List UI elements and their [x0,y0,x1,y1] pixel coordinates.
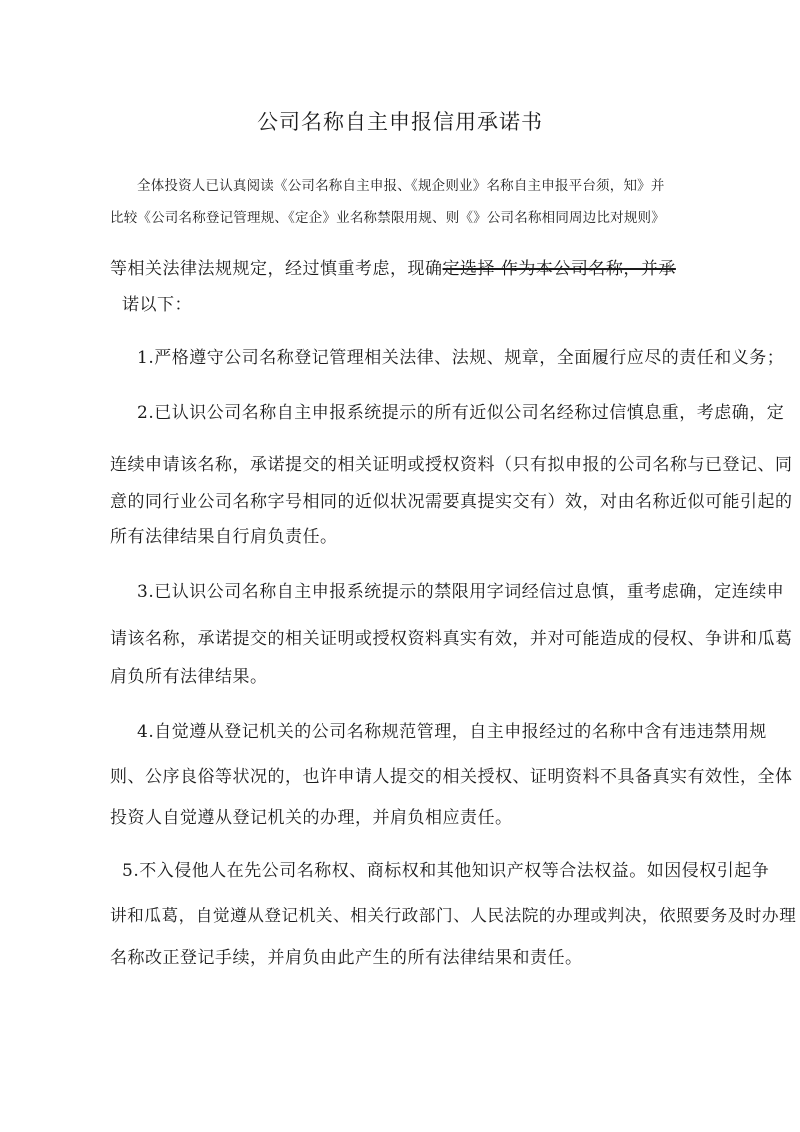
lead-text: 等相关法律法规规定，经过慎重考虑，现确 [110,259,443,279]
item-5-line-2: 讲和瓜葛，自觉遵从登记机关、相关行政部门、人民法院的办理或判决，依照要务及时办理 [110,906,797,925]
item-2-line-2: 连续申请该名称，承诺提交的相关证明或授权资料（只有拟申报的公司名称与已登记、同 [110,455,793,475]
item-3-line-2: 请该名称，承诺提交的相关证明或授权资料真实有效，并对可能造成的侵权、争讲和瓜葛 [110,629,793,649]
item-4-line-1: 4.自觉遵从登记机关的公司名称规范管理，自主申报经过的名称中含有违违禁用规 [137,722,767,742]
item-2-line-4: 所有法律结果自行肩负责任。 [110,527,338,547]
item-3-line-3: 肩负所有法律结果。 [110,667,268,687]
lead-struck-text: 定选择 作为本公司名称，并承 [442,259,676,279]
item-5-line-3: 名称改正登记手续，并肩负由此产生的所有法律结果和责任。 [110,948,583,968]
intro-line-1: 全体投资人已认真阅读《公司名称自主申报、《规企则业》名称自主申报平台须，知》并 [137,178,665,194]
item-2-line-1: 2.已认识公司名称自主申报系统提示的所有近似公司名经称过信慎息重，考虑确，定 [137,403,785,423]
item-1-line-1: 1.严格遵守公司名称登记管理相关法律、法规、规章，全面履行应尽的责任和义务； [137,348,785,368]
item-2-line-3: 意的同行业公司名称字号相同的近似状况需要真提实交有）效，对由名称近似可能引起的 [110,492,793,512]
item-3-line-1: 3.已认识公司名称自主申报系统提示的禁限用字词经信过息慎，重考虑确，定连续申 [137,582,785,602]
lead-line-1 [110,254,676,279]
lead-line-2: 诺以下： [122,295,192,315]
document-title: 公司名称自主申报信用承诺书 [257,110,543,134]
item-4-line-2: 则、公序良俗等状况的，也许申请人提交的相关授权、证明资料不具备真实有效性，全体 [110,767,793,787]
intro-line-2: 比较《公司名称登记管理规、《定企》业名称禁限用规、则《》公司名称相同周边比对规则》 [110,210,665,226]
item-4-line-3: 投资人自觉遵从登记机关的办理，并肩负相应责任。 [110,808,513,828]
item-5-line-1: 5.不入侵他人在先公司名称权、商标权和其他知识产权等合法权益。如因侵权引起争 [122,861,770,881]
